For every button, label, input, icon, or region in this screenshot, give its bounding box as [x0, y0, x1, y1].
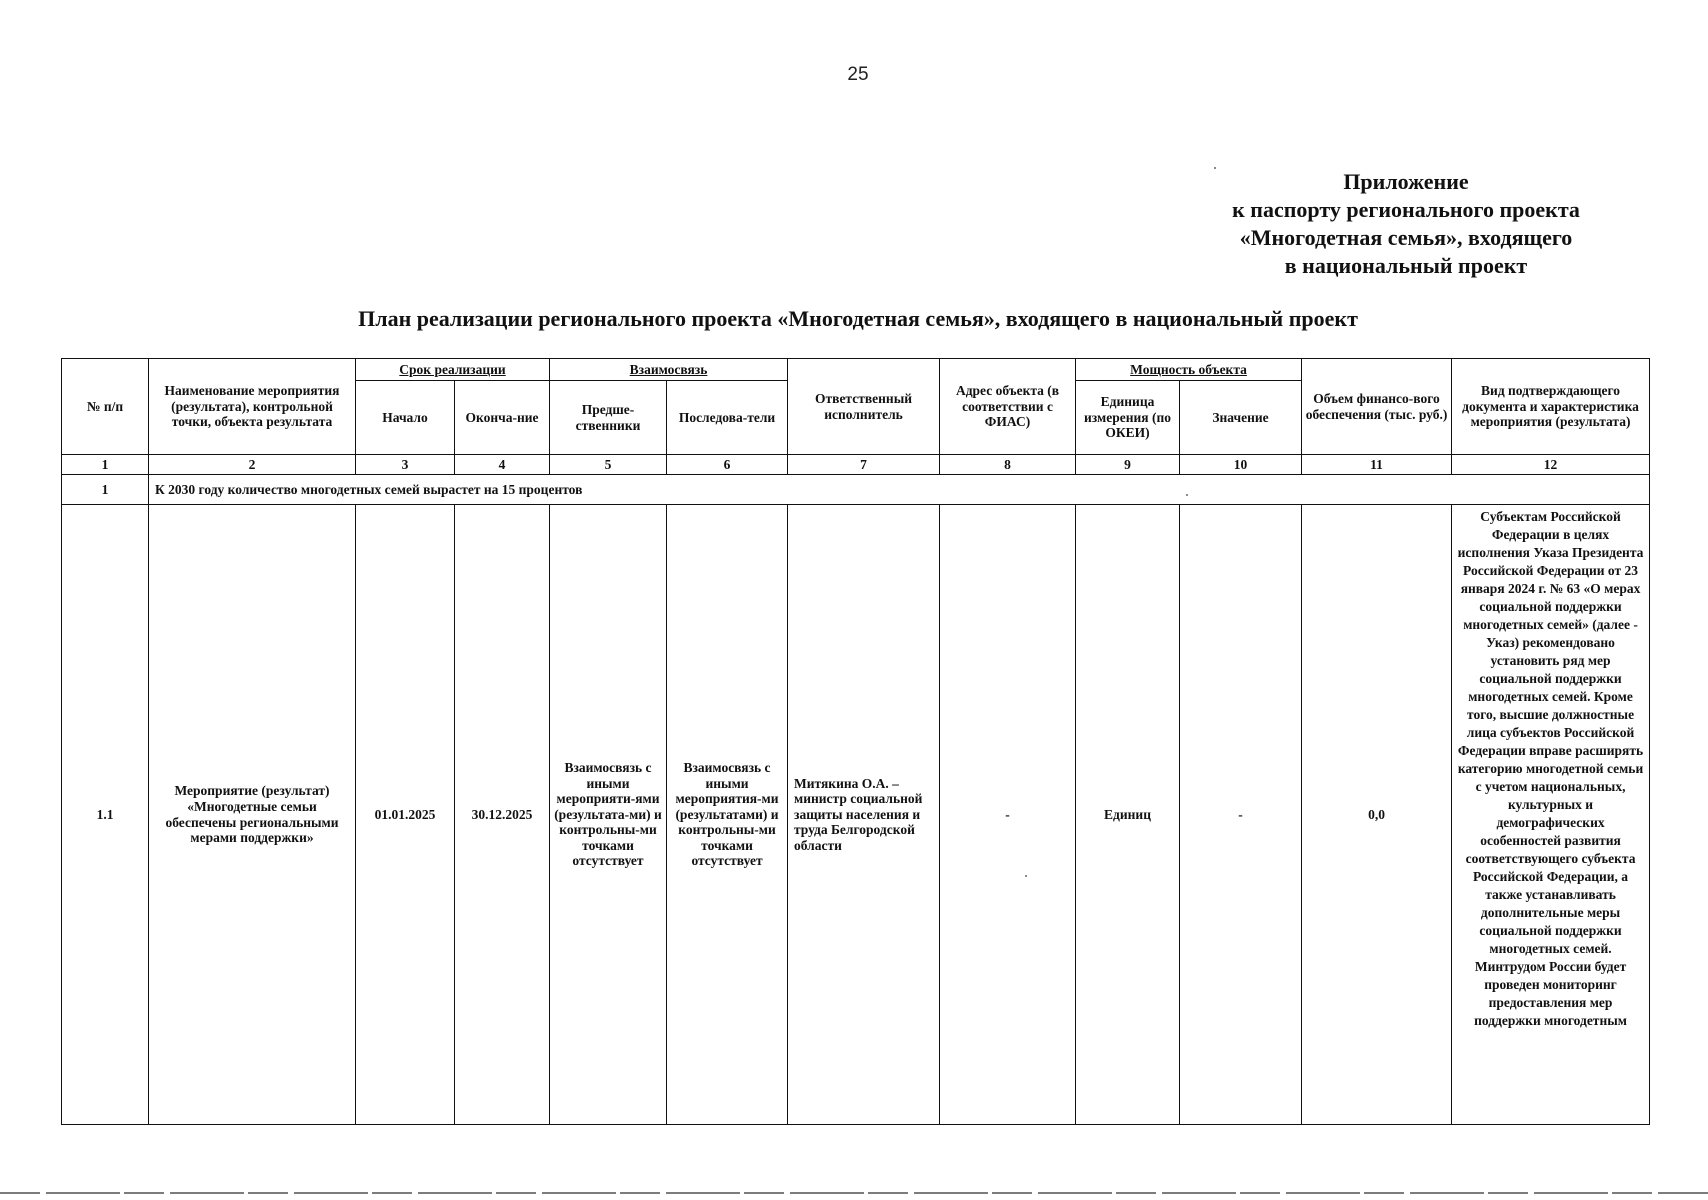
column-number: 7	[788, 455, 940, 475]
header-num: № п/п	[62, 359, 149, 455]
column-number: 6	[667, 455, 788, 475]
scan-speck	[1186, 494, 1188, 496]
page-number: 25	[847, 64, 869, 85]
header-start: Начало	[356, 381, 455, 455]
plan-table	[61, 358, 1650, 1125]
header-responsible: Ответственный исполнитель	[788, 359, 940, 455]
header-end: Оконча-ние	[455, 381, 550, 455]
header-row-1	[62, 359, 1650, 381]
goal-row	[62, 475, 1650, 505]
column-number: 4	[455, 455, 550, 475]
row-predecessors: Взаимосвязь с иными мероприяти-ями (результата-ми) и контрольны-ми точками отсутствует	[550, 505, 667, 1125]
column-number: 3	[356, 455, 455, 475]
header-document: Вид подтверждающего документа и характеристика мероприятия (результата)	[1452, 359, 1650, 455]
row-successors: Взаимосвязь с иными мероприятия-ми (результатами) и контрольны-ми точками отсутствует	[667, 505, 788, 1125]
scan-speck	[1025, 875, 1027, 877]
appendix-line: в национальный проект	[1284, 253, 1528, 278]
row-end-date: 30.12.2025	[455, 505, 550, 1125]
header-name: Наименование мероприятия (результата), контрольной точки, объекта результата	[149, 359, 356, 455]
column-number: 11	[1302, 455, 1452, 475]
row-value: -	[1180, 505, 1302, 1125]
row-address: -	[940, 505, 1076, 1125]
column-number: 2	[149, 455, 356, 475]
appendix-line: «Многодетная семья», входящего	[1239, 225, 1573, 250]
column-number: 8	[940, 455, 1076, 475]
header-finance: Объем финансо-вого обеспечения (тыс. руб.)	[1302, 359, 1452, 455]
appendix-line: к паспорту регионального проекта	[1232, 197, 1580, 222]
appendix-block	[1228, 168, 1584, 280]
row-name: Мероприятие (результат) «Многодетные семьи обеспечены региональными мерами поддержки»	[149, 505, 356, 1125]
document-title: План реализации регионального проекта «Многодетная семья», входящего в национальный проект	[358, 306, 1358, 331]
header-successors: Последова-тели	[667, 381, 788, 455]
header-address: Адрес объекта (в соответствии с ФИАС)	[940, 359, 1076, 455]
header-value: Значение	[1180, 381, 1302, 455]
header-predecessors: Предше-ственники	[550, 381, 667, 455]
row-number: 1.1	[62, 505, 149, 1125]
row-responsible: Митякина О.А. – министр социальной защиты населения и труда Белгородской области	[788, 505, 940, 1125]
table-row	[62, 505, 1650, 1125]
row-unit: Единиц	[1076, 505, 1180, 1125]
header-unit: Единица измерения (по ОКЕИ)	[1076, 381, 1180, 455]
row-document: Субъектам Российской Федерации в целях исполнения Указа Президента Российской Федерации от 23 января 2024 г. № 63 «О мерах социальной поддержки многодетных семей» (далее - Указ) рекомендовано установить ряд мер социальной поддержки многодетных семей. Кроме того, высшие должностные лица субъектов Российской Федерации вправе расширять категорию многодетной семьи с учетом национальных, культурных и демографических особенностей развития соответствующего субъекта Российской Федерации, а также устанавливать дополнительные меры социальной поддержки многодетных семей. Минтрудом России будет проведен мониторинг предоставления мер поддержки многодетным	[1452, 505, 1650, 1125]
row-start-date: 01.01.2025	[356, 505, 455, 1125]
scan-bottom-rule	[0, 1192, 1708, 1194]
column-number: 9	[1076, 455, 1180, 475]
column-number: 5	[550, 455, 667, 475]
column-number: 1	[62, 455, 149, 475]
column-number: 10	[1180, 455, 1302, 475]
appendix-line: Приложение	[1343, 169, 1469, 194]
scan-speck	[1214, 167, 1216, 169]
column-number-row	[62, 455, 1650, 475]
goal-number: 1	[62, 475, 149, 505]
row-finance: 0,0	[1302, 505, 1452, 1125]
header-term-group: Срок реализации	[356, 359, 550, 381]
header-capacity-group: Мощность объекта	[1076, 359, 1302, 381]
column-number: 12	[1452, 455, 1650, 475]
goal-text: К 2030 году количество многодетных семей вырастет на 15 процентов	[149, 475, 1650, 505]
header-link-group: Взаимосвязь	[550, 359, 788, 381]
